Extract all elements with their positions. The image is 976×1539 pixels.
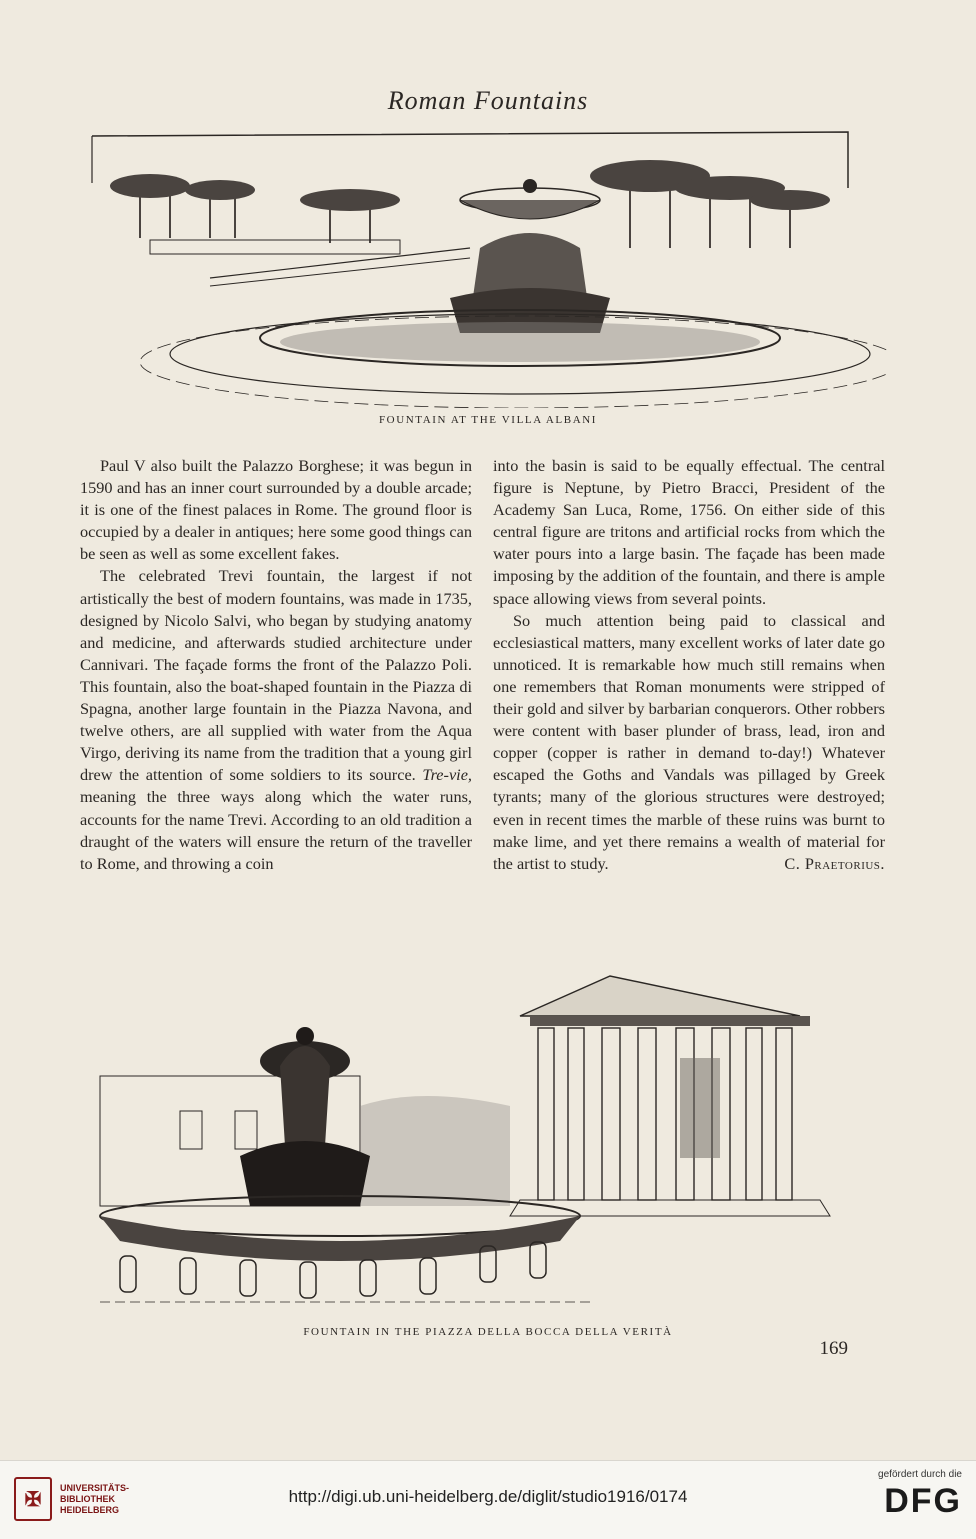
author-signature: C. Praetorius. (784, 853, 885, 873)
illustration-bocca-della-verita (90, 966, 890, 1322)
viewer-footer (0, 1460, 976, 1539)
university-seal-icon: ✠ (14, 1477, 52, 1521)
dfg-logo: DFG (884, 1482, 962, 1520)
paragraph: The celebrated Trevi fountain, the largest if not artistically the best of modern fountains, was made in 1735, designed by Nicolo Salvi, who began by studying anatomy and medicine, and afterwards studied architecture under Cannivari. The façade forms the front of the Palazzo Poli. This fountain, also the boat-shaped fountain in the Piazza di Spagna, another large fountain in the Piazza Navona, and twelve others, are all supplied with water from the Aqua Virgo, deriving its name from the tradition that a young girl drew the attention of some soldiers to its source. Tre-vie, meaning the three ways along which the water runs, accounts for the name Trevi. According to an old tradition a draught of the waters will ensure the return of the traveller to Rome, and throwing a coin (80, 566, 473, 873)
institution-line: BIBLIOTHEK (60, 1493, 115, 1504)
institution-line: UNIVERSITÄTS- (60, 1482, 130, 1493)
text-column-right (493, 455, 885, 875)
permalink-url[interactable]: http://digi.ub.uni-heidelberg.de/diglit/studio1916/0174 (288, 1487, 688, 1506)
illustration-villa-albani (90, 128, 890, 408)
running-head: Roman Fountains (387, 86, 589, 115)
paragraph: So much attention being paid to classical and ecclesiastical matters, many excellent works of later date go unnoticed. It is remarkable how much still remains when one remembers that Roman monuments were stripped of their gold and silver by barbarian conquerors. Other robbers were content with baser plunder of brass, lead, iron and copper (copper is rather in demand to-day!) Whatever escaped the Goths and Vandals was pillaged by Greek tyrants; many of the glorious structures were destroyed; even in recent times the marble of these ruins was burnt to make lime, and yet there remains a wealth of material for the artist to study. C. Praetorius. (493, 610, 885, 875)
page-number: 169 (819, 1338, 848, 1359)
paragraph: Paul V also built the Palazzo Borghese; it was begun in 1590 and has an inner court surrounded by a double arcade; it is one of the finest palaces in Rome. The ground floor is occupied by a dealer in antiques; here some good things can be seen as well as some excellent fakes. (80, 456, 472, 564)
institution-line: HEIDELBERG (60, 1504, 120, 1515)
paragraph: into the basin is said to be equally effectual. The central figure is Neptune, by Pietro Bracci, President of the Academy San Luca, Rome, 1756. On either side of this central figure are tritons and artificial rocks from which the water pours into a large basin. The façade has been made imposing by the addition of the fountain, and there is ample space allowing views from several points. (493, 456, 885, 608)
text-column-left (80, 455, 472, 875)
funding-note: gefördert durch die (878, 1469, 962, 1480)
dfg-funding[interactable] (878, 1469, 962, 1521)
caption-villa-albani: FOUNTAIN AT THE VILLA ALBANI (378, 414, 598, 426)
caption-bocca-della-verita: FOUNTAIN IN THE PIAZZA DELLA BOCCA DELLA VERITÀ (303, 1326, 673, 1338)
